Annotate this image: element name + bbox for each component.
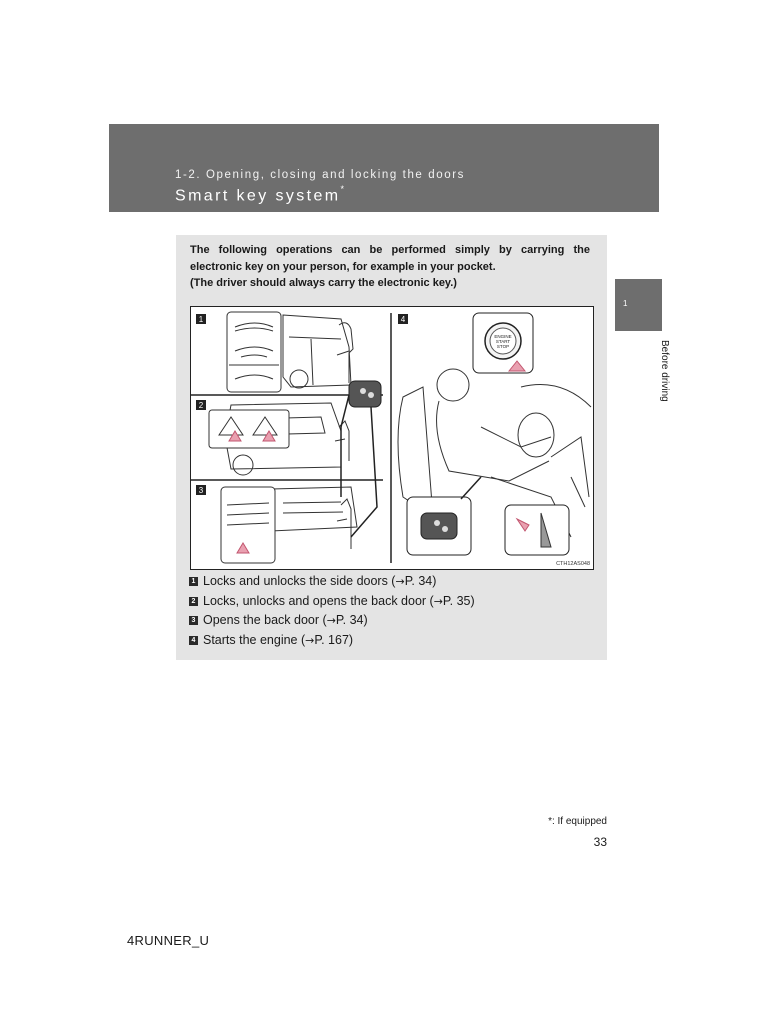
panel-number-3: 3 [198,486,204,495]
arrow-icon: → [326,614,336,627]
arrow-icon: → [433,594,443,608]
engine-start-stop-button-callout [473,313,533,373]
page-title-text: Smart key system [175,187,341,205]
footnote: *: If equipped [548,816,607,827]
intro-line-2: (The driver should always carry the electronic key.) [190,277,457,289]
item-text: Starts the engine ( [203,632,306,647]
page-reference-link[interactable]: P. 34) [335,613,368,627]
electronic-key-icon [421,513,457,539]
intro-line-1: The following operations can be performed simply by carrying the electronic key on your person, for example in your pocket. [190,244,590,273]
item-number-badge: 3 [189,616,198,625]
callout-line [341,395,349,497]
button-text-stop: STOP [496,344,510,349]
side-door-scene [227,312,353,392]
panel-number-2: 2 [198,401,204,410]
item-text: Locks, unlocks and opens the back door ( [203,593,434,608]
item-number-badge: 1 [189,577,198,586]
page-reference-link[interactable]: P. 35) [442,593,475,608]
arrow-icon: → [395,575,405,588]
illustration-drawing [191,307,593,569]
smart-key-illustration [190,306,594,570]
list-item [189,631,475,651]
section-heading: 1-2. Opening, closing and locking the doors [175,169,465,181]
button-text-engine: ENGINE [494,334,512,339]
model-code: 4RUNNER_U [127,933,210,948]
panel-number-4: 4 [400,315,406,324]
panel-badge-2 [196,400,206,410]
page-reference-link[interactable]: P. 167) [314,632,354,647]
if-equipped-mark: * [340,184,345,194]
back-door-opener-scene [221,487,357,563]
chapter-tab-number: 1 [623,299,628,308]
button-text-start: START [495,339,511,344]
chapter-tab-label: Before driving [659,340,670,402]
page-number: 33 [593,835,607,849]
arrow-icon: → [305,633,315,647]
electronic-key-icon [349,381,381,407]
item-text: Opens the back door ( [203,613,327,627]
panel-badge-4 [398,314,408,324]
brake-pedal-callout [505,505,569,555]
page-reference-link[interactable]: P. 34) [404,574,437,588]
item-number-badge: 4 [189,636,198,645]
page-title [175,186,344,205]
key-in-cabin-callout [407,497,471,555]
figure-code: CTH12AS048 [556,561,590,567]
panel-badge-1 [196,314,206,324]
list-item [189,611,475,631]
panel-badge-3 [196,485,206,495]
chapter-tab[interactable] [615,279,662,331]
back-door-scene [209,403,349,475]
callout-line [351,407,377,537]
operations-list [189,572,475,650]
list-item [189,592,475,612]
item-number-badge: 2 [189,597,198,606]
callout-line [461,477,481,499]
intro-text [190,242,590,292]
item-text: Locks and unlocks the side doors ( [203,574,396,588]
panel-number-1: 1 [198,315,204,324]
list-item [189,572,475,592]
